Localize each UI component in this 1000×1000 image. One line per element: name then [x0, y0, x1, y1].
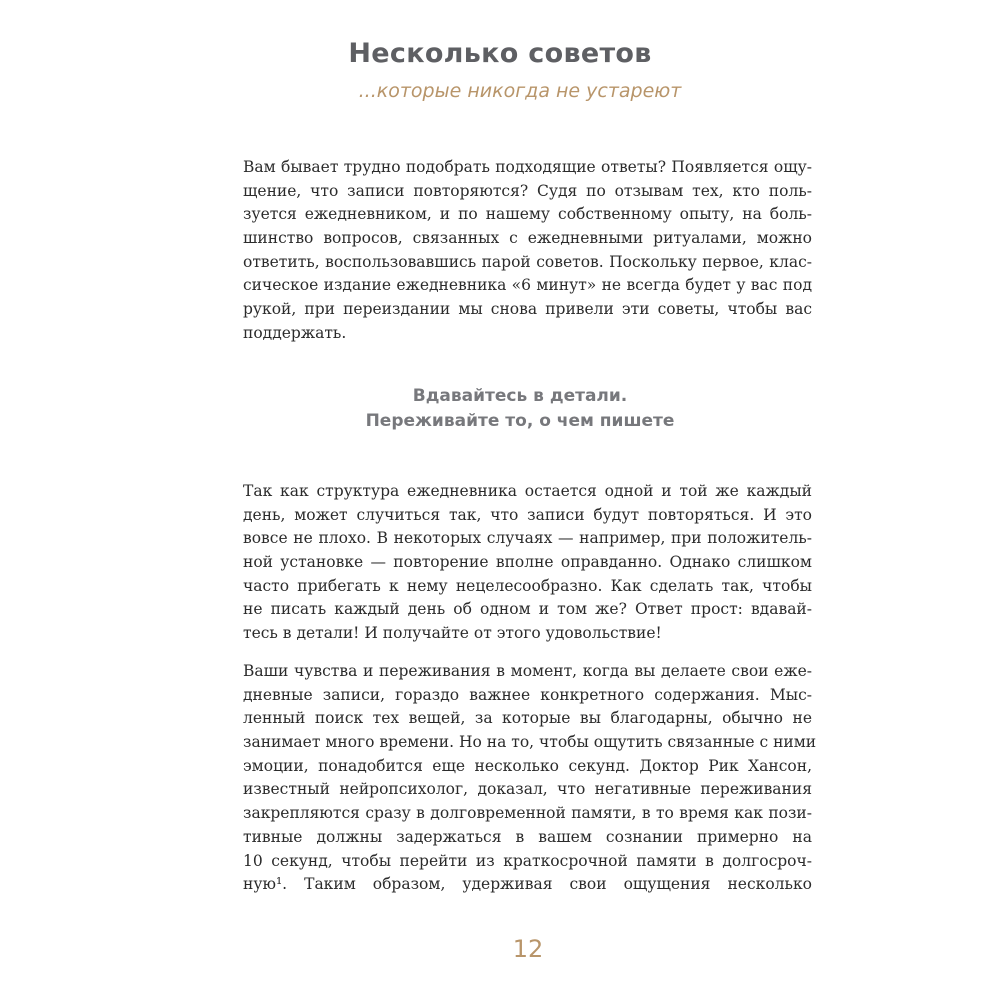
paragraph-line: не писать каждый день об одном и том же? Ответ прост: вдавай- [243, 600, 812, 619]
paragraph-feelings [243, 660, 817, 897]
paragraph-line: эмоции, понадобится еще несколько секунд. Доктор Рик Хансон, [243, 756, 812, 775]
paragraph-line: 10 секунд, чтобы перейти из краткосрочной памяти в долгосроч- [243, 851, 812, 870]
paragraph-line: Ваши чувства и переживания в момент, когда вы делаете свои еже- [243, 662, 812, 680]
paragraph-line: день, может случиться так, что записи будут повторяться. И это [243, 505, 812, 524]
paragraph-line: закрепляются сразу в долговременной памяти, в то время как пози- [243, 804, 812, 823]
page-title: Несколько советов [348, 38, 652, 69]
paragraph-line: шинство вопросов, связанных с ежедневными ритуалами, можно [243, 229, 812, 248]
paragraph-line: ную¹. Таким образом, удерживая свои ощущения несколько [243, 875, 812, 894]
paragraph-line: занимает много времени. Но на то, чтобы ощутить связанные с ними [243, 733, 817, 752]
page-subtitle: ...которые никогда не устареют [358, 80, 682, 102]
page-number: 12 [512, 935, 544, 963]
paragraph-line: ленный поиск тех вещей, за которые вы благодарны, обычно не [243, 709, 812, 728]
section-heading-line-1: Вдавайтесь в детали. [412, 386, 628, 406]
paragraph-intro [243, 156, 812, 346]
section-heading-line-2: Переживайте то, о чем пишете [365, 411, 675, 431]
paragraph-line: тивные должны задержаться в вашем сознании примерно на [243, 827, 812, 846]
paragraph-line: часто прибегать к нему нецелесообразно. Как сделать так, чтобы [243, 576, 812, 595]
paragraph-line: зуется ежедневником, и по нашему собственному опыту, на боль- [243, 205, 812, 224]
paragraph-line: Вам бывает трудно подобрать подходящие ответы? Появляется ощу- [243, 158, 812, 176]
paragraph-line: щение, что записи повторяются? Судя по отзывам тех, кто поль- [243, 181, 812, 200]
paragraph-line: ной установке — повторение вполне оправданно. Однако слишком [243, 553, 812, 572]
paragraph-line: поддержать. [243, 323, 347, 342]
paragraph-line: тесь в детали! И получайте от этого удовольствие! [243, 624, 662, 643]
paragraph-line: известный нейропсихолог, доказал, что негативные переживания [243, 780, 812, 799]
paragraph-line: дневные записи, гораздо важнее конкретного содержания. Мыс- [243, 685, 812, 704]
paragraph-line: рукой, при переиздании мы снова привели эти советы, чтобы вас [243, 300, 812, 319]
paragraph-line: ответить, воспользовавшись парой советов. Поскольку первое, клас- [243, 252, 812, 271]
paragraph-details [243, 480, 812, 646]
paragraph-line: вовсе не плохо. В некоторых случаях — например, при положитель- [243, 529, 812, 548]
paragraph-line: сическое издание ежедневника «6 минут» не всегда будет у вас под [243, 276, 812, 295]
paragraph-line: Так как структура ежедневника остается одной и той же каждый [243, 482, 812, 500]
